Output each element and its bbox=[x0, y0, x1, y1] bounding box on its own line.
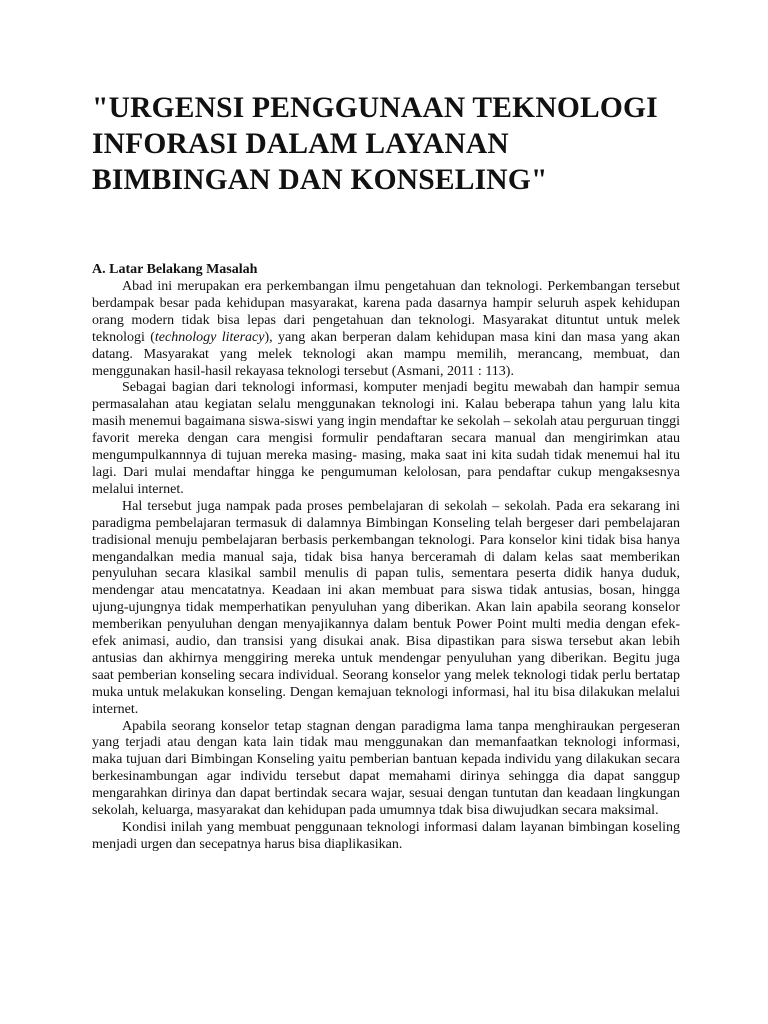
paragraph-1-text-a: Abad ini merupakan era perkembangan ilmu pengetahuan dan teknologi. Perkembangan tersebut berdampak besar pada kehidupan masyarakat, karena pada dasarnya hampir seluruh aspek kehidupan orang modern tidak bisa lepas dari pengetahuan dan teknologi. Masyarakat dituntut untuk melek teknologi ( bbox=[92, 279, 680, 345]
paragraph-4: Apabila seorang konselor tetap stagnan dengan paradigma lama tanpa menghiraukan pergeseran yang terjadi atau dengan kata lain tidak mau menggunakan dan memanfaatkan teknologi informasi, maka tujuan dari Bimbingan Konseling yaitu pemberian bantuan kepada individu yang dilakukan secara berkesinambungan agar individu tersebut dapat memahami dirinya sehingga dia dapat sanggup mengarahkan dirinya dan dapat bertindak secara wajar, sesuai dengan tuntutan dan keadaan lingkungan sekolah, keluarga, masyarakat dan kehidupan pada umumnya tdak bisa diwujudkan secara maksimal. bbox=[92, 718, 680, 819]
paragraph-1 bbox=[92, 279, 680, 380]
section-heading: A. Latar Belakang Masalah bbox=[92, 262, 258, 277]
paragraph-3: Hal tersebut juga nampak pada proses pembelajaran di sekolah – sekolah. Pada era sekarang ini paradigma pembelajaran termasuk di dalamnya Bimbingan Konseling telah bergeser dari pembelajaran tradisional menuju pembelajaran berbasis perkembangan teknologi. Para konselor kini tidak bisa hanya mengandalkan media manual saja, tidak bisa hanya berceramah di dalam kelas saat memberikan penyuluhan secara klasikal sambil menulis di papan tulis, sementara peserta didik hanya duduk, mendengar atau mencatatnya. Keadaan ini akan membuat para siswa tidak antusias, bosan, hingga ujung-ujungnya tidak memperhatikan penyuluhan yang diberikan. Akan lain apabila seorang konselor memberikan penyuluhan dengan menyajikannya dalam bentuk Power Point multi media dengan efek-efek animasi, audio, dan transisi yang disukai anak. Bisa dipastikan para siswa tersebut akan lebih antusias dan akhirnya menggiring mereka untuk mendengar penyuluhan yang diberikan. Begitu juga saat pemberian konseling secara individual. Seorang konselor yang melek teknologi tidak perlu bertatap muka untuk melakukan konseling. Dengan kemajuan teknologi informasi, hal itu bisa dilakukan melalui internet. bbox=[92, 498, 680, 717]
paragraph-1-italic-term: technology literacy bbox=[154, 329, 265, 345]
paragraph-1-text-b: ), yang akan berperan dalam kehidupan masa kini dan masa yang akan datang. Masyarakat yang melek teknologi akan mampu memilih, merancang, membuat, dan menggunakan hasil-hasil rekayasa teknologi tersebut (Asmani, 2011 : 113). bbox=[92, 329, 681, 379]
document-title: "URGENSI PENGGUNAAN TEKNOLOGI INFORASI DALAM LAYANAN BIMBINGAN DAN KONSELING" bbox=[92, 92, 658, 196]
paragraph-5: Kondisi inilah yang membuat penggunaan teknologi informasi dalam layanan bimbingan koseling menjadi urgen dan secepatnya harus bisa diaplikasikan. bbox=[92, 820, 680, 852]
paragraph-2: Sebagai bagian dari teknologi informasi, komputer menjadi begitu mewabah dan hampir semua permasalahan atau kegiatan selalu menggunakan teknologi ini. Kalau beberapa tahun yang lalu kita masih menemui bagaimana siswa-siswi yang ingin mendaftar ke sekolah – sekolah atau perguruan tinggi favorit mereka dengan cara mengisi formulir pendaftaran secara manual dan mengirimkan atau mengumpulkannnya di tujuan mereka masing- masing, maka saat ini kita sudah tidak menemui hal itu lagi. Dari mulai mendaftar hingga ke pengumuman kelolosan, para pendaftar cukup mengaksesnya melalui internet. bbox=[92, 380, 680, 497]
